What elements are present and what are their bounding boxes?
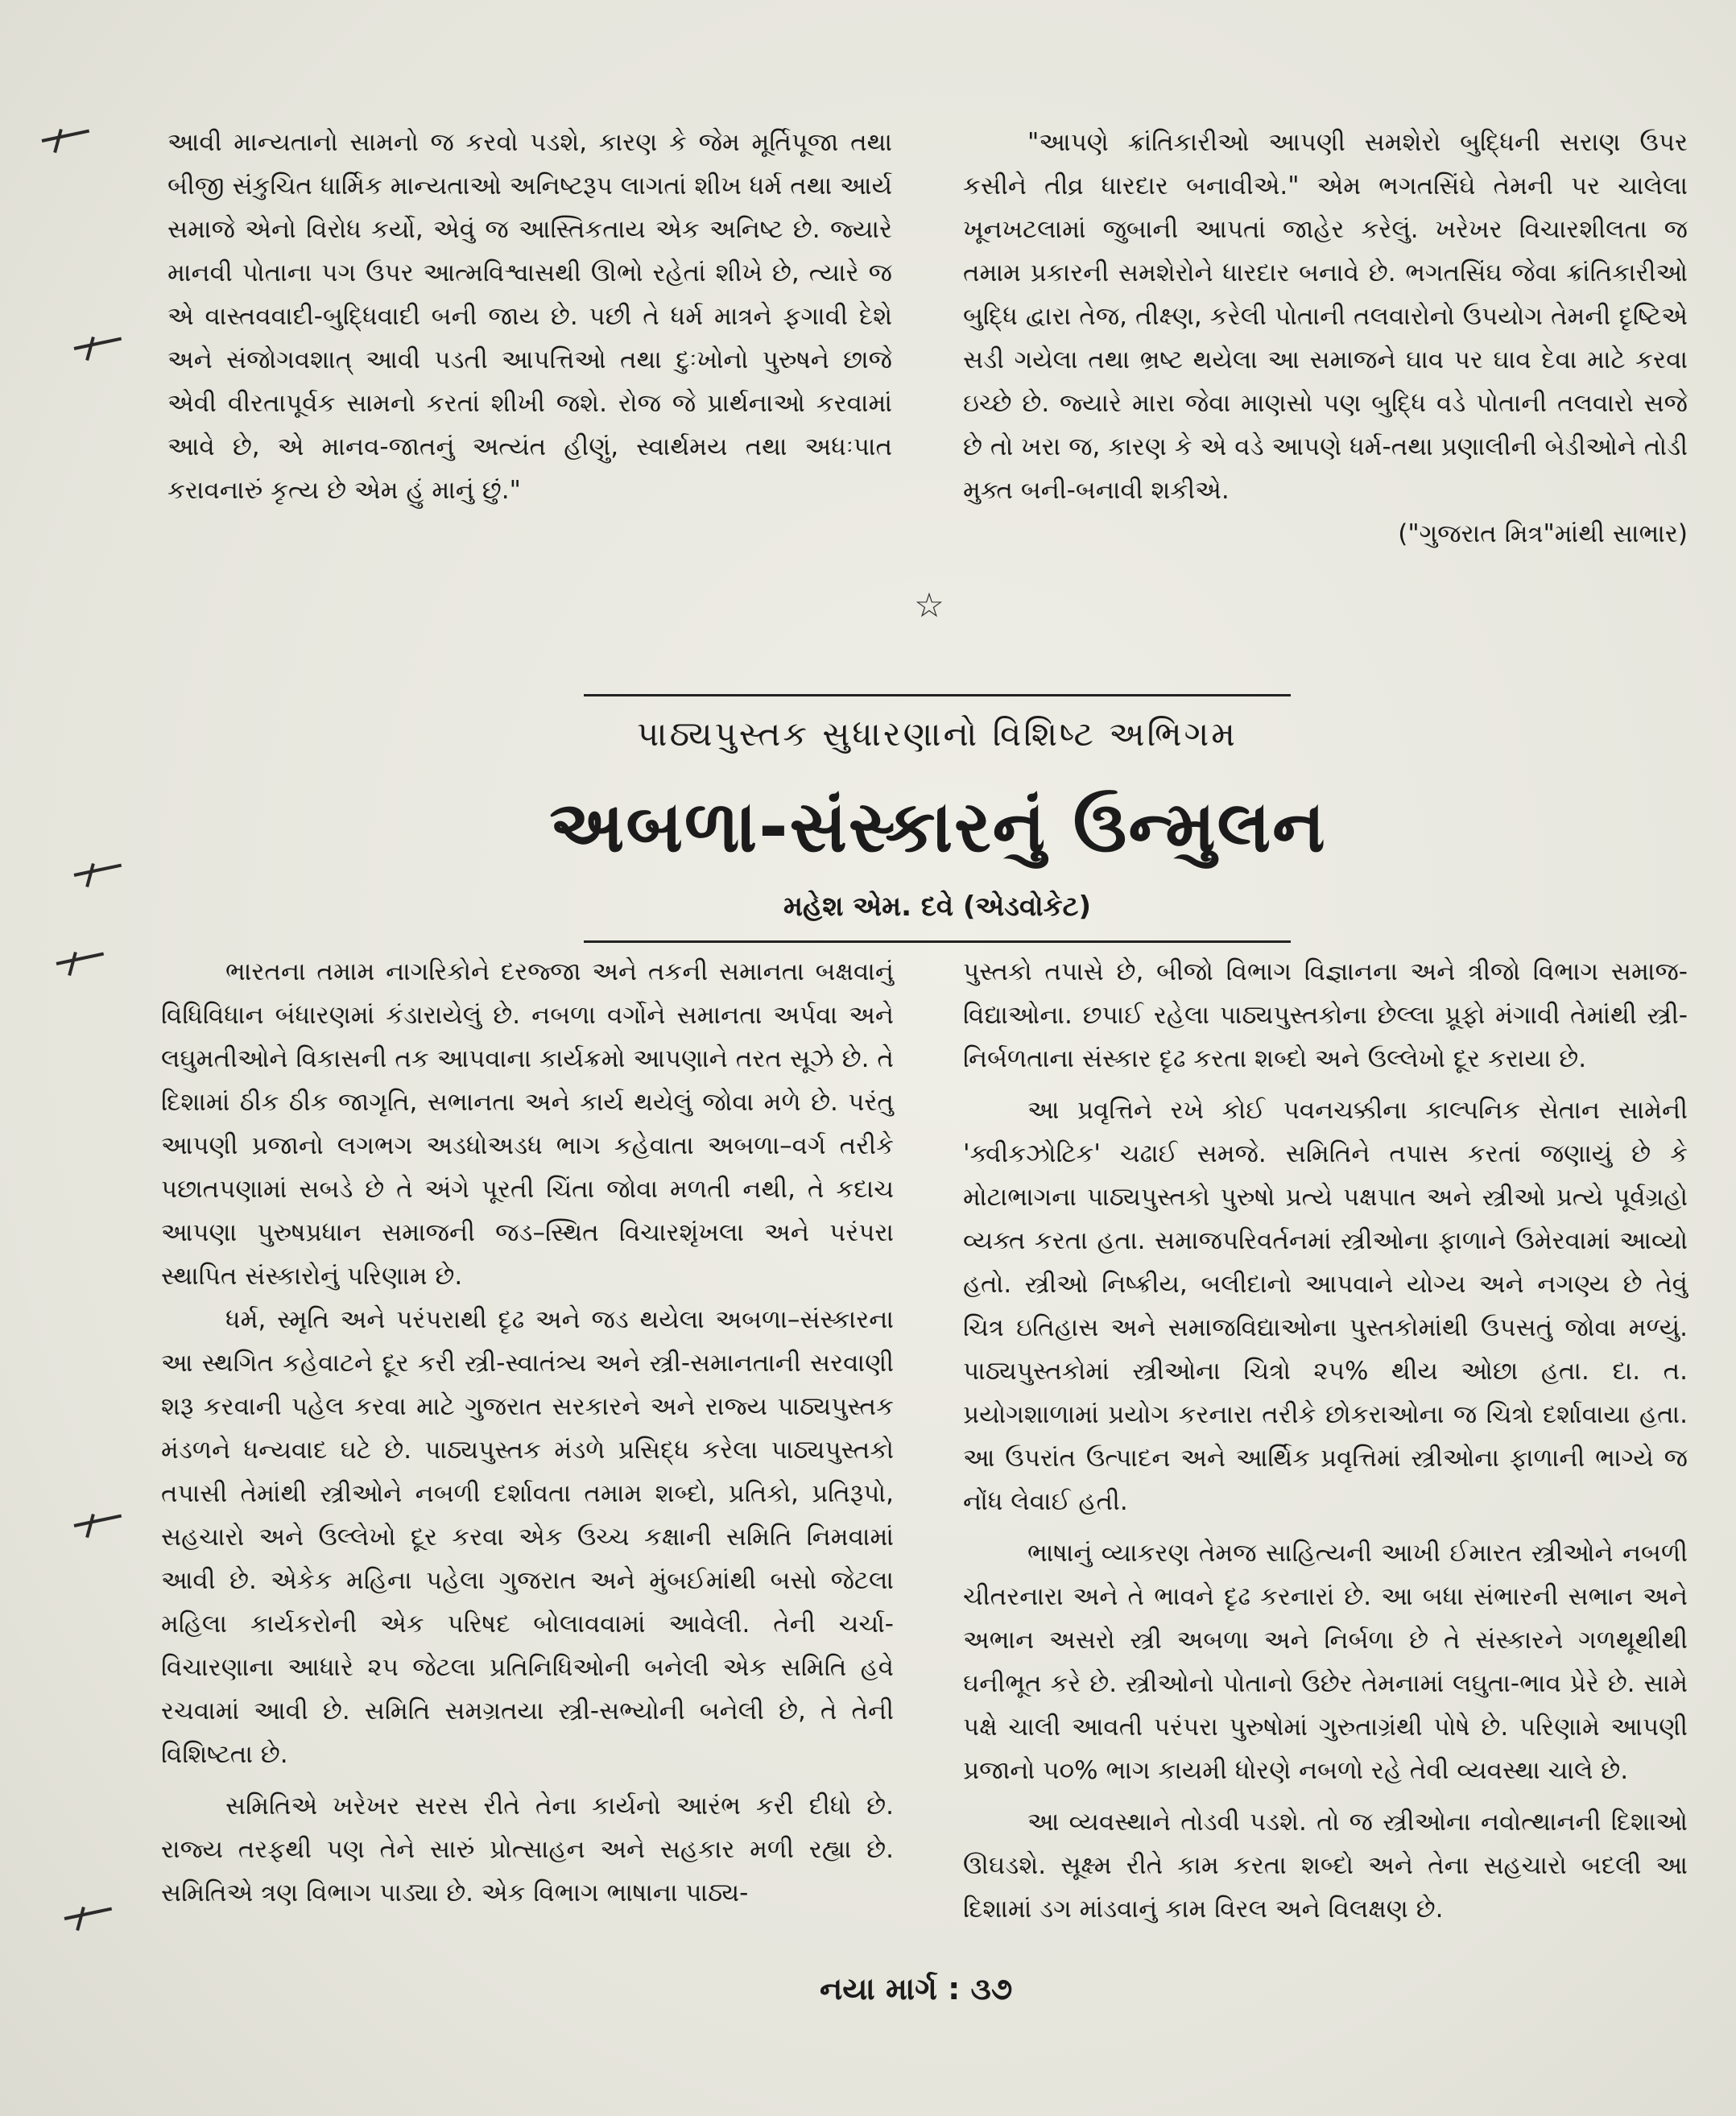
paragraph: આ વ્યવસ્થાને તોડવી પડશે. તો જ સ્ત્રીઓના નવોત્થાનની દિશાઓ ઊઘડશે. સૂક્ષ્મ રીતે કામ કરતા શબ્દો અને તેના સહચારો બદલી આ દિશામાં ડગ માંડવાનું કામ વિરલ અને વિલક્ષણ છે. [963,1808,1688,1924]
paragraph: આવી માન્યતાનો સામનો જ કરવો પડશે, કારણ કે જેમ મૂર્તિપૂજા તથા બીજી સંકુચિત ધાર્મિક માન્યતાઓ અનિષ્ટરૂપ લાગતાં શીખ ધર્મ તથા આર્ય સમાજે એનો વિરોધ કર્યો, એવું જ આસ્તિકતાય એક અનિષ્ટ છે. જ્યારે માનવી પોતાના પગ ઉપર આત્મવિશ્વાસથી ઊભો રહેતાં શીખે છે, ત્યારે જ એ વાસ્તવવાદી-બુદ્ધિવાદી બની જાય છે. પછી તે ધર્મ માત્રને ફગાવી દેશે અને સંજોગવશાત્ આવી પડતી આપત્તિઓ તથા દુઃખોનો પુરુષને છાજે એવી વીરતાપૂર્વક સામનો કરતાં શીખી જશે. રોજ જે પ્રાર્થનાઓ કરવામાં આવે છે, એ માનવ-જાતનું અત્યંત હીણું, સ્વાર્થમય તથા અધઃપાત કરાવનારું કૃત્ય છે એમ હું માનું છું." [167,128,892,505]
article-left-column [161,950,894,1915]
punch-hole-mark [74,863,98,887]
article-byline: મહેશ એમ. દવે (એડવોકેટ) [783,891,1091,923]
punch-hole-mark [42,129,66,153]
star-divider-icon: ☆ [914,585,944,625]
punch-hole-mark [74,1514,98,1538]
page-footer: નયા માર્ગ : ૩૭ [820,1971,1013,2006]
source-credit: ("ગુજરાત મિત્ર"માંથી સાભાર) [1398,519,1688,548]
article-headline: અબળા-સંસ્કારનું ઉન્મુલન [549,785,1327,868]
continued-text-left-column [167,121,892,512]
continued-text-right-column [963,121,1688,556]
title-rule-bottom [584,940,1291,943]
paragraph: ભારતના તમામ નાગરિકોને દરજ્જા અને તકની સમાનતા બક્ષવાનું વિધિવિધાન બંધારણમાં કંડારાયેલું છે. નબળા વર્ગોને સમાનતા અર્પવા અને લઘુમતીઓને વિકાસની તક આપવાના કાર્યક્રમો આપણાને તરત સૂઝે છે. તે દિશામાં ઠીક ઠીક જાગૃતિ, સભાનતા અને કાર્ય થયેલું જોવા મળે છે. પરંતુ આપણી પ્રજાનો લગભગ અડધોઅડધ ભાગ કહેવાતા અબળા–વર્ગ તરીકે પછાતપણામાં સબડે છે તે અંગે પૂરતી ચિંતા જોવા મળતી નથી, તે કદાચ આપણા પુરુષપ્રધાન સમાજની જડ–સ્થિત વિચારશૃંખલા અને પરંપરા સ્થાપિત સંસ્કારોનું પરિણામ છે. [161,957,894,1291]
punch-hole-mark [74,337,98,361]
paragraph: ભાષાનું વ્યાકરણ તેમજ સાહિત્યની આખી ઈમારત સ્ત્રીઓને નબળી ચીતરનારા અને તે ભાવને દૃઢ કરનારાં છે. આ બધા સંભારની સભાન અને અભાન અસરો સ્ત્રી અબળા અને નિર્બળા છે તે સંસ્કારને ગળથૂથીથી ઘનીભૂત કરે છે. સ્ત્રીઓનો પોતાનો ઉછેર તેમનામાં લઘુતા-ભાવ પ્રેરે છે. સામે પક્ષે ચાલી આવતી પરંપરા પુરુષોમાં ગુરુતાગ્રંથી પોષે છે. પરિણામે આપણી પ્રજાનો ૫૦% ભાગ કાયમી ધોરણે નબળો રહે તેવી વ્યવસ્થા ચાલે છે. [963,1539,1688,1785]
title-rule-top [584,694,1291,696]
paragraph: આ પ્રવૃત્તિને રખે કોઈ પવનચક્કીના કાલ્પનિક સેતાન સામેની 'ક્વીકઝોટિક' ચઢાઈ સમજે. સમિતિને તપાસ કરતાં જણાયું છે કે મોટાભાગના પાઠ્યપુસ્તકો પુરુષો પ્રત્યે પક્ષપાત અને સ્ત્રીઓ પ્રત્યે પૂર્વગ્રહો વ્યક્ત કરતા હતા. સમાજપરિવર્તનમાં સ્ત્રીઓના ફાળાને ઉમેરવામાં આવ્યો હતો. સ્ત્રીઓ નિષ્ક્રીય, બલીદાનો આપવાને યોગ્ય અને નગણ્ય છે તેવું ચિત્ર ઇતિહાસ અને સમાજવિદ્યાઓના પુસ્તકોમાંથી ઉપસતું જોવા મળ્યું. પાઠ્યપુસ્તકોમાં સ્ત્રીઓના ચિત્રો ૨૫% થીય ઓછા હતા. દા. ત. પ્રયોગશાળામાં પ્રયોગ કરનારા તરીકે છોકરાઓના જ ચિત્રો દર્શાવાયા હતા. આ ઉપરાંત ઉત્પાદન અને આર્થિક પ્રવૃત્તિમાં સ્ત્રીઓના ફાળાની ભાગ્યે જ નોંધ લેવાઈ હતી. [963,1096,1688,1516]
article-right-column [963,950,1688,1931]
paragraph: "આપણે ક્રાંતિકારીઓ આપણી સમશેરો બુદ્ધિની સરાણ ઉપર કસીને તીવ્ર ધારદાર બનાવીએ." એમ ભગતસિંઘે તેમની પર ચાલેલા ખૂનખટલામાં જુબાની આપતાં જાહેર કરેલું. ખરેખર વિચારશીલતા જ તમામ પ્રકારની સમશેરોને ધારદાર બનાવે છે. ભગતસિંઘ જેવા ક્રાંતિકારીઓ બુદ્ધિ દ્વારા તેજ, તીક્ષ્ણ, કરેલી પોતાની તલવારોનો ઉપયોગ તેમની દૃષ્ટિએ સડી ગયેલા તથા ભ્રષ્ટ થયેલા આ સમાજને ઘાવ પર ઘાવ દેવા માટે કરવા ઇચ્છે છે. જ્યારે મારા જેવા માણસો પણ બુદ્ધિ વડે પોતાની તલવારો સજે છે તો ખરા જ, કારણ કે એ વડે આપણે ધર્મ-તથા પ્રણાલીની બેડીઓને તોડી મુક્ત બની-બનાવી શકીએ. [963,128,1688,505]
paragraph: ધર્મ, સ્મૃતિ અને પરંપરાથી દૃઢ અને જડ થયેલા અબળા–સંસ્કારના આ સ્થગિત કહેવાટને દૂર કરી સ્ત્રી-સ્વાતંત્ર્ય અને સ્ત્રી-સમાનતાની સરવાણી શરૂ કરવાની પહેલ કરવા માટે ગુજરાત સરકારને અને રાજ્ય પાઠ્યપુસ્તક મંડળને ધન્યવાદ ઘટે છે. પાઠ્યપુસ્તક મંડળે પ્રસિદ્ધ કરેલા પાઠ્યપુસ્તકો તપાસી તેમાંથી સ્ત્રીઓને નબળી દર્શાવતા તમામ શબ્દો, પ્રતિકો, પ્રતિરૂપો, સહચારો અને ઉલ્લેખો દૂર કરવા એક ઉચ્ચ કક્ષાની સમિતિ નિમવામાં આવી છે. એકેક મહિના પહેલા ગુજરાત અને મુંબઈમાંથી બસો જેટલા મહિલા કાર્યકરોની એક પરિષદ બોલાવવામાં આવેલી. તેની ચર્ચા-વિચારણાના આધારે ૨૫ જેટલા પ્રતિનિધિઓની બનેલી એક સમિતિ હવે રચવામાં આવી છે. સમિતિ સમગ્રતયા સ્ત્રી-સભ્યોની બનેલી છે, તે તેની વિશિષ્ટતા છે. [161,1305,894,1769]
punch-hole-mark [56,952,81,976]
paragraph: સમિતિએ ખરેખર સરસ રીતે તેના કાર્યનો આરંભ કરી દીધો છે. રાજ્ય તરફથી પણ તેને સારું પ્રોત્સાહન અને સહકાર મળી રહ્યા છે. સમિતિએ ત્રણ વિભાગ પાડ્યા છે. એક વિભાગ ભાષાના પાઠ્ય- [161,1792,894,1907]
article-kicker: પાઠ્યપુસ્તક સુધારણાનો વિશિષ્ટ અભિગમ [637,714,1238,754]
punch-hole-mark [64,1907,89,1931]
paragraph: પુસ્તકો તપાસે છે, બીજો વિભાગ વિજ્ઞાનના અને ત્રીજો વિભાગ સમાજ-વિદ્યાઓના. છપાઈ રહેલા પાઠ્યપુસ્તકોના છેલ્લા પ્રૂફો મંગાવી તેમાંથી સ્ત્રી-નિર્બળતાના સંસ્કાર દૃઢ કરતા શબ્દો અને ઉલ્લેખો દૂર કરાયા છે. [963,957,1688,1073]
